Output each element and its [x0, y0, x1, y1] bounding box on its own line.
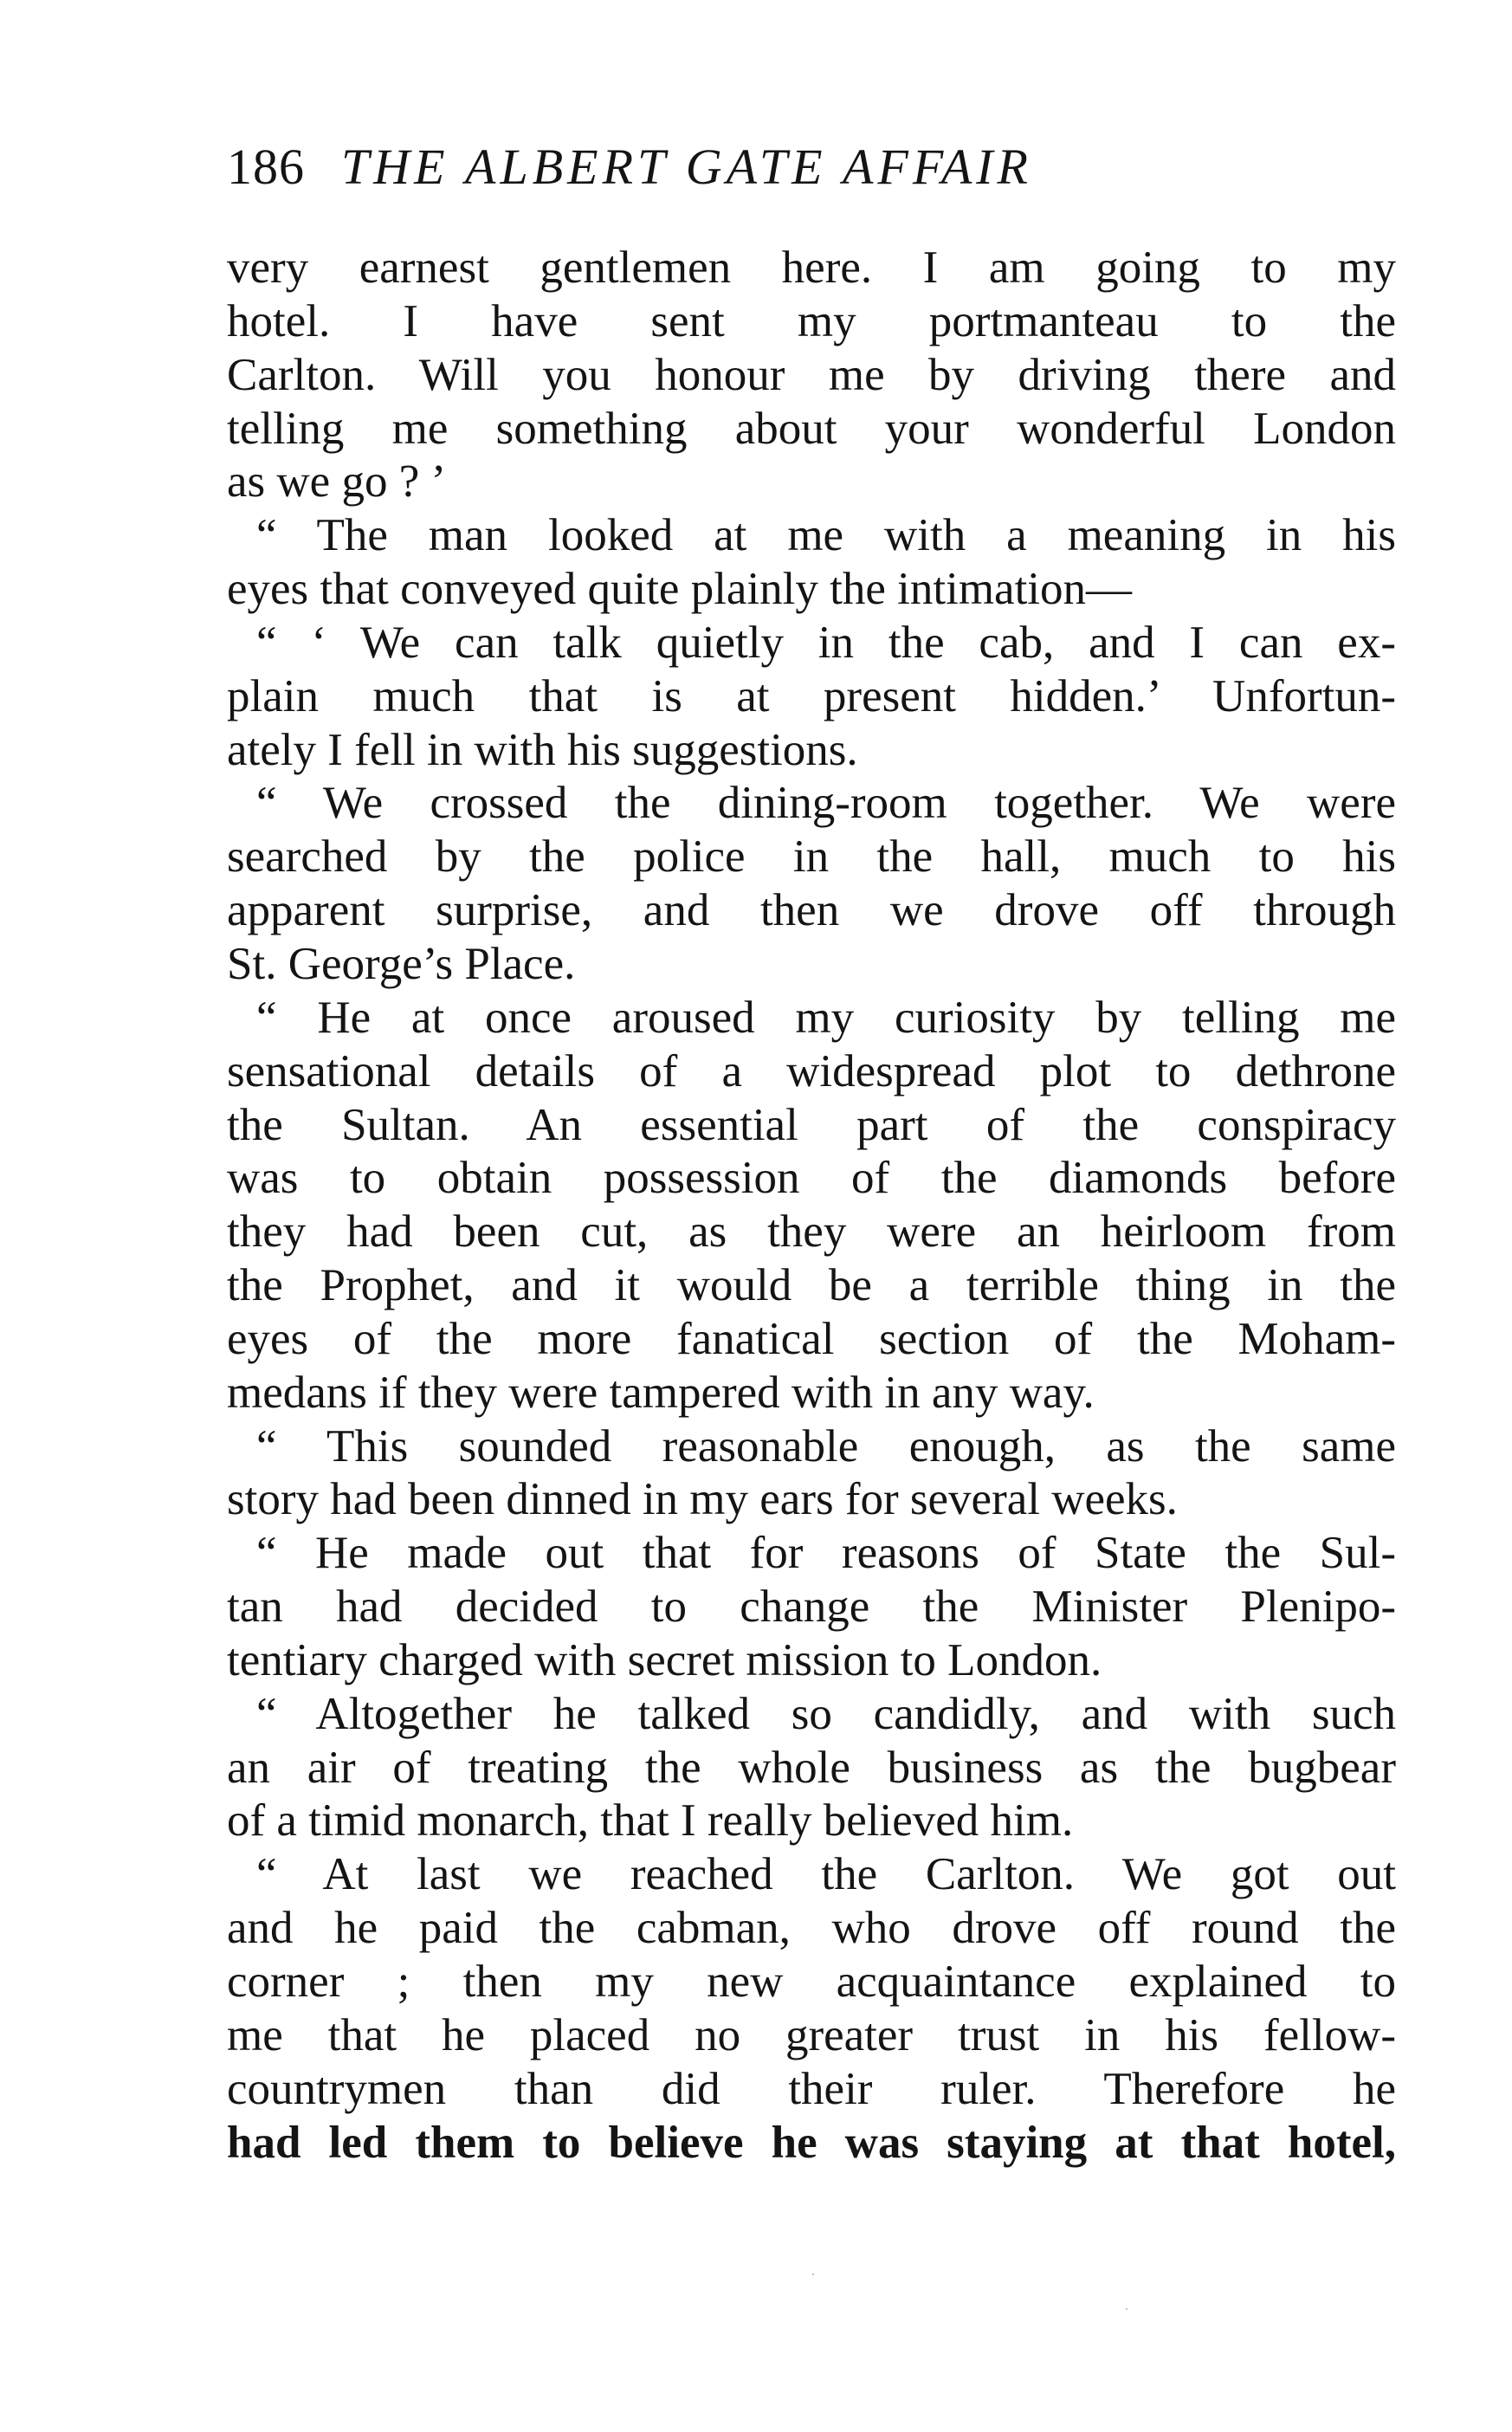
text-line: of a timid monarch, that I really believed him.	[227, 1795, 1074, 1847]
text-line: searched by the police in the hall, much to his	[227, 831, 1396, 883]
paragraph-start-line: “ He made out that for reasons of State the Sul-	[256, 1528, 1396, 1579]
text-line: as we go ? ’	[227, 456, 447, 508]
running-head	[227, 128, 1396, 206]
text-line: was to obtain possession of the diamonds before	[227, 1153, 1396, 1204]
text-line: sensational details of a widespread plot to dethrone	[227, 1045, 1396, 1096]
text-line: had led them to believe he was staying at that hotel,	[227, 2117, 1396, 2168]
text-line: eyes of the more fanatical section of the Moham-	[227, 1313, 1396, 1364]
text-line: Carlton. Will you honour me by driving there and	[227, 349, 1396, 400]
paragraph-start-line: “ At last we reached the Carlton. We got out	[256, 1849, 1396, 1900]
paragraph-start-line: “ Altogether he talked so candidly, and with such	[256, 1688, 1396, 1739]
paragraph-start-line: “ The man looked at me with a meaning in his	[256, 510, 1396, 561]
text-line: tentiary charged with secret mission to London.	[227, 1634, 1102, 1685]
text-line: an air of treating the whole business as the bugbear	[227, 1742, 1396, 1793]
text-line: me that he placed no greater trust in his fellow-	[227, 2009, 1396, 2060]
paragraph-start-line: “ We crossed the dining-room together. We were	[256, 778, 1396, 829]
paragraph-start-line: “ This sounded reasonable enough, as the same	[256, 1420, 1396, 1471]
text-line: apparent surprise, and then we drove off through	[227, 885, 1396, 936]
text-line: they had been cut, as they were an heirloom from	[227, 1206, 1396, 1258]
text-line: countrymen than did their ruler. Therefore he	[227, 2063, 1396, 2114]
text-line: St. George’s Place.	[227, 938, 576, 989]
body-text	[227, 242, 1396, 2170]
paragraph-start-line: “ He at once aroused my curiosity by telling me	[256, 992, 1396, 1043]
text-line: story had been dinned in my ears for several weeks.	[227, 1474, 1178, 1525]
text-line: eyes that conveyed quite plainly the intimation—	[227, 564, 1133, 615]
text-line: tan had decided to change the Minister Plenipo-	[227, 1581, 1396, 1633]
text-line: hotel. I have sent my portmanteau to the	[227, 295, 1396, 346]
text-line: the Sultan. An essential part of the conspiracy	[227, 1099, 1396, 1150]
text-line: plain much that is at present hidden.’ Unfortun-	[227, 670, 1396, 721]
text-line: telling me something about your wonderful London	[227, 403, 1396, 454]
paper-speck	[1126, 2308, 1128, 2310]
text-line: the Prophet, and it would be a terrible thing in the	[227, 1260, 1396, 1311]
text-line: ately I fell in with his suggestions.	[227, 724, 858, 775]
page-number: 186	[227, 139, 305, 195]
text-line: corner ; then my new acquaintance explained to	[227, 1957, 1396, 2007]
text-line: and he paid the cabman, who drove off round the	[227, 1903, 1396, 1954]
text-line: medans if they were tampered with in any way.	[227, 1367, 1095, 1418]
paper-speck	[812, 2274, 814, 2275]
paragraph-start-line: “ ‘ We can talk quietly in the cab, and I can ex-	[256, 617, 1396, 668]
running-title: THE ALBERT GATE AFFAIR	[341, 139, 1032, 195]
text-line: very earnest gentlemen here. I am going to my	[227, 243, 1396, 293]
